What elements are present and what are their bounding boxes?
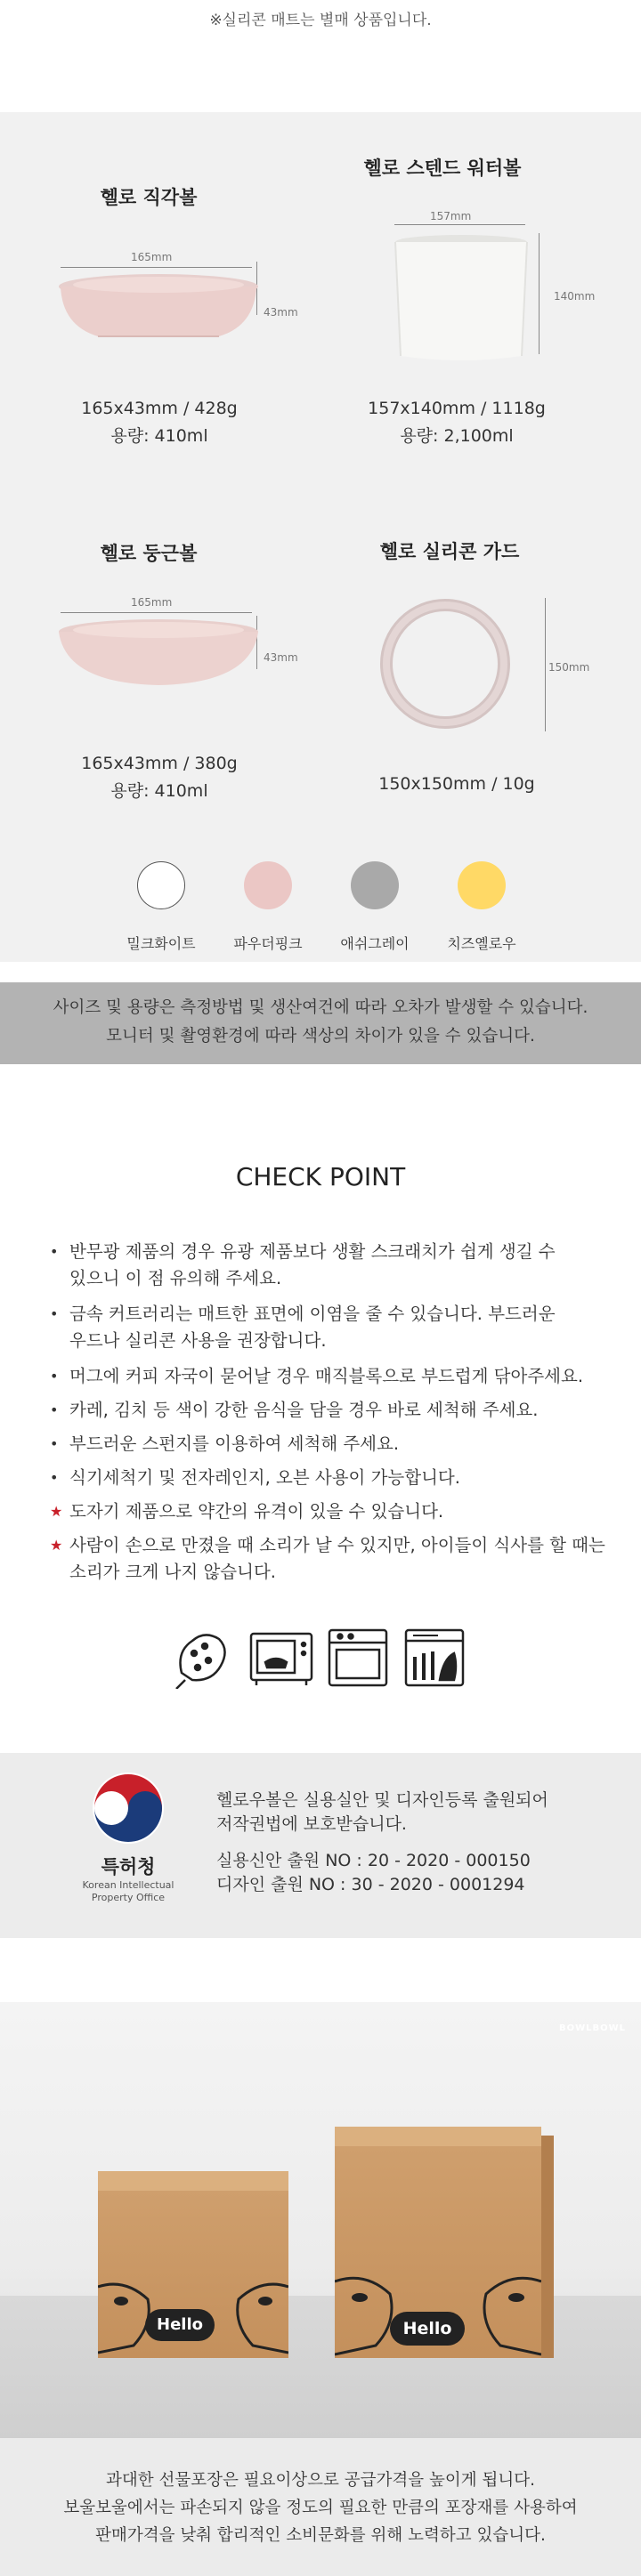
packaging-photo	[0, 2002, 641, 2438]
water-bowl-title: 헬로 스텐드 워터볼	[363, 157, 522, 179]
round-bowl-height-label: 43mm	[264, 651, 298, 664]
guard-height-line	[545, 598, 546, 731]
notice-line-3: 판매가격을 낮춰 합리적인 소비문화를 위해 노력하고 있습니다.	[95, 2526, 546, 2545]
check-point-text: 금속 커트러리는 매트한 표면에 이염을 줄 수 있습니다. 부드러운	[69, 1304, 556, 1324]
water-bowl-height-label: 140mm	[554, 290, 596, 303]
check-point-item	[50, 1431, 620, 1458]
rect-bowl-image	[53, 271, 264, 351]
check-point-text: 우드나 실리콘 사용을 권장합니다.	[69, 1330, 327, 1351]
water-bowl-spec: 157x140mm / 1118g	[368, 399, 546, 418]
swatch-label-powder-pink: 파우더핑크	[233, 935, 303, 952]
water-bowl-width-line	[394, 224, 525, 225]
rect-bowl-width-line	[61, 267, 252, 268]
check-point-text: 머그에 커피 자국이 묻어날 경우 매직블록으로 부드럽게 닦아주세요.	[69, 1366, 584, 1386]
top-note: ※실리콘 매트는 별매 상품입니다.	[209, 12, 432, 29]
check-point-text: 사람이 손으로 만졌을 때 소리가 날 수 있지만, 아이들이 식사를 할 때는	[69, 1535, 605, 1555]
disclaimer-band	[0, 982, 641, 1064]
check-point-list	[50, 1231, 620, 1586]
check-point-item	[50, 1397, 620, 1424]
water-bowl-height-line	[539, 233, 540, 354]
small-box-top	[98, 2171, 288, 2191]
microwave-icon	[251, 1634, 312, 1685]
check-point-text: 있으니 이 점 유의해 주세요.	[69, 1268, 282, 1288]
round-bowl-spec: 165x43mm / 380g	[81, 754, 238, 773]
check-point-title: CHECK POINT	[235, 1162, 406, 1191]
bullet-icon: •	[50, 1305, 59, 1322]
small-box-hello: Hello	[145, 2309, 215, 2341]
patent-line-1: 헬로우볼은 실용실안 및 디자인등록 출원되어	[216, 1790, 548, 1810]
patent-line-4: 디자인 출원 NO : 30 - 2020 - 0001294	[216, 1875, 525, 1894]
check-point-text: 부드러운 스펀지를 이용하여 세척해 주세요.	[69, 1433, 400, 1454]
patent-line-3: 실용신안 출원 NO : 20 - 2020 - 000150	[216, 1851, 531, 1870]
check-point-text: 카레, 김치 등 색이 강한 음식을 담을 경우 바로 세척해 주세요.	[69, 1400, 539, 1420]
kipo-logo-icon	[91, 1771, 166, 1845]
rect-bowl-width-label: 165mm	[131, 251, 173, 263]
swatch-label-cheese-yellow: 치즈옐로우	[447, 935, 516, 952]
round-bowl-image	[53, 616, 264, 696]
swatch-cheese-yellow	[458, 861, 506, 909]
round-bowl-width-line	[61, 612, 252, 613]
swatch-powder-pink	[244, 861, 292, 909]
disclaimer-line-2: 모니터 및 촬영환경에 따라 색상의 차이가 있을 수 있습니다.	[106, 1027, 535, 1046]
check-point-text: 소리가 크게 나지 않습니다.	[69, 1562, 277, 1582]
round-bowl-width-label: 165mm	[131, 596, 173, 609]
disclaimer-line-1: 사이즈 및 용량은 측정방법 및 생산여건에 따라 오차가 발생할 수 있습니다.	[53, 998, 588, 1017]
round-bowl-capacity: 용량: 410ml	[110, 781, 208, 801]
star-icon: ★	[50, 1503, 63, 1520]
water-bowl-image	[392, 233, 531, 367]
brand-watermark: BOWLBOWL	[559, 2023, 627, 2033]
star-icon: ★	[50, 1537, 63, 1554]
rect-bowl-title: 헬로 직각볼	[100, 187, 198, 208]
guard-title: 헬로 실리콘 가드	[379, 541, 520, 562]
swatch-label-milk-white: 밀크화이트	[126, 935, 196, 952]
guard-image	[374, 593, 534, 753]
products-section	[0, 112, 641, 962]
rect-bowl-spec: 165x43mm / 428g	[81, 399, 238, 418]
notice-line-2: 보울보울에서는 파손되지 않을 정도의 필요한 만큼의 포장재를 사용하여	[63, 2499, 578, 2517]
swatch-label-ash-gray: 애쉬그레이	[340, 935, 410, 952]
check-point-item	[50, 1498, 620, 1525]
swatch-milk-white	[137, 861, 185, 909]
guard-height-label: 150mm	[548, 661, 590, 674]
sponge-icon	[176, 1635, 225, 1689]
rect-bowl-height-label: 43mm	[264, 306, 298, 319]
swatch-ash-gray	[351, 861, 399, 909]
check-point-item	[50, 1239, 620, 1292]
check-point-text: 도자기 제품으로 약간의 유격이 있을 수 있습니다.	[69, 1501, 444, 1522]
check-point-text: 반무광 제품의 경우 유광 제품보다 생활 스크래치가 쉽게 생길 수	[69, 1241, 556, 1262]
bullet-icon: •	[50, 1469, 59, 1486]
bullet-icon: •	[50, 1401, 59, 1418]
notice-line-1: 과대한 선물포장은 필요이상으로 공급가격을 높이게 됩니다.	[105, 2471, 536, 2490]
round-bowl-title: 헬로 둥근볼	[100, 543, 198, 564]
check-point-item	[50, 1301, 620, 1354]
check-point-item	[50, 1465, 620, 1491]
patent-line-2: 저작권법에 보호받습니다.	[216, 1814, 407, 1834]
packaging-notice	[0, 2438, 641, 2576]
bullet-icon: •	[50, 1368, 59, 1385]
usage-icons	[169, 1623, 472, 1689]
bullet-icon: •	[50, 1435, 59, 1452]
kipo-logo-text: 특허청	[101, 1856, 156, 1877]
kipo-logo-sub-1: Korean Intellectual	[82, 1879, 174, 1891]
water-bowl-capacity: 용량: 2,100ml	[400, 426, 514, 446]
dishwasher-icon	[406, 1630, 463, 1685]
check-point-item	[50, 1363, 620, 1390]
patent-section	[0, 1753, 641, 1938]
water-bowl-width-label: 157mm	[430, 210, 472, 222]
big-box-hello: Hello	[390, 2312, 465, 2346]
guard-spec: 150x150mm / 10g	[378, 774, 535, 794]
check-point-text: 식기세척기 및 전자레인지, 오븐 사용이 가능합니다.	[69, 1467, 460, 1488]
kipo-logo-sub-2: Property Office	[91, 1892, 166, 1903]
check-point-item	[50, 1532, 620, 1586]
bullet-icon: •	[50, 1243, 59, 1260]
big-box-top	[335, 2127, 541, 2146]
oven-icon	[329, 1630, 386, 1685]
rect-bowl-capacity: 용량: 410ml	[110, 426, 208, 446]
big-box-side	[541, 2136, 554, 2358]
